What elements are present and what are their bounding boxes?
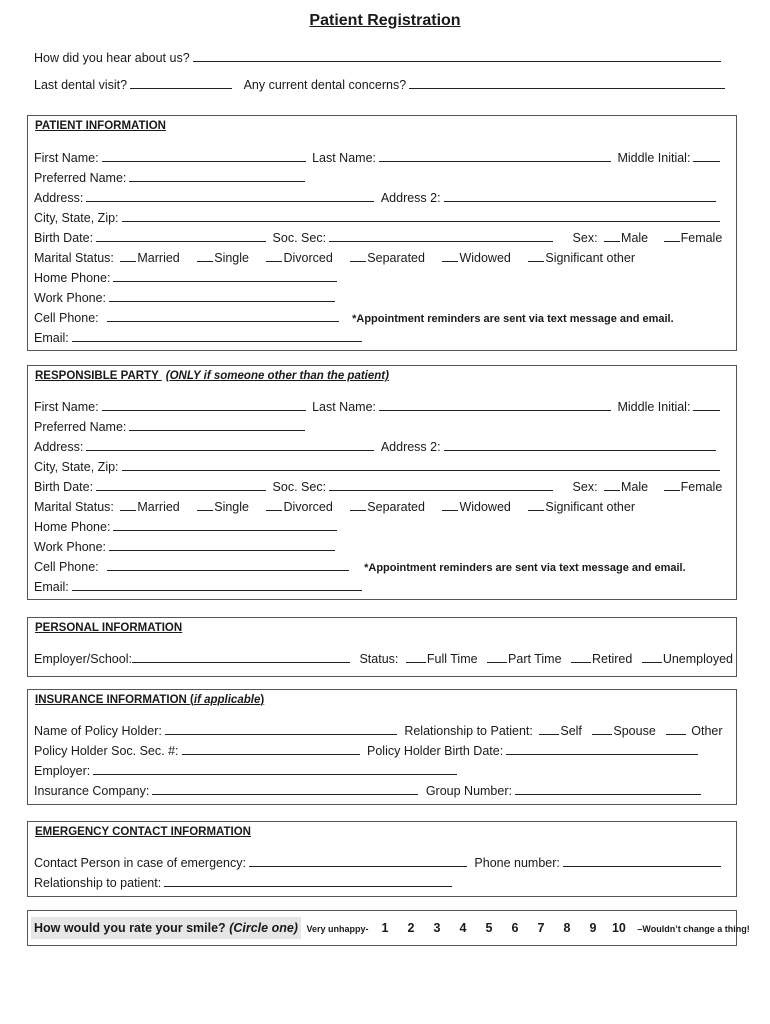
emergency-contact-field[interactable]	[249, 853, 467, 867]
marital-label: Marital Status:	[34, 500, 114, 514]
emergency-phone-label: Phone number:	[474, 856, 560, 870]
separated-blank[interactable]	[350, 248, 366, 262]
responsible-preferred-row	[34, 417, 305, 437]
male-option: Male	[621, 480, 649, 494]
rating-option-10[interactable]: 10	[611, 921, 626, 935]
male-option: Male	[621, 231, 649, 245]
cell-phone-field[interactable]	[107, 308, 339, 322]
cell-phone-label: Cell Phone:	[34, 311, 99, 325]
status-label: Status:	[359, 652, 399, 666]
work-phone-field[interactable]	[109, 288, 335, 302]
rating-question-text: How would you rate your smile?	[34, 921, 226, 935]
single-option: Single	[214, 251, 249, 265]
significant-blank[interactable]	[528, 248, 544, 262]
rating-option-6[interactable]: 6	[511, 921, 519, 935]
last-visit-field[interactable]	[130, 75, 232, 89]
significant-blank[interactable]	[528, 497, 544, 511]
female-option: Female	[680, 231, 723, 245]
policy-holder-field[interactable]	[165, 721, 397, 735]
responsible-address-row	[34, 437, 716, 457]
policy-holder-label: Name of Policy Holder:	[34, 724, 162, 738]
last-visit-label: Last dental visit?	[34, 78, 128, 92]
rating-low-label: Very unhappy-	[306, 924, 369, 934]
home-phone-field[interactable]	[113, 517, 337, 531]
widowed-option: Widowed	[459, 251, 511, 265]
single-option: Single	[214, 500, 249, 514]
rating-option-1[interactable]: 1	[381, 921, 389, 935]
emergency-relationship-field[interactable]	[164, 873, 452, 887]
holder-birth-field[interactable]	[506, 741, 698, 755]
separated-option: Separated	[367, 251, 425, 265]
cell-phone-field[interactable]	[107, 557, 349, 571]
city-label: City, State, Zip:	[34, 460, 119, 474]
unemployed-blank[interactable]	[642, 649, 662, 663]
soc-sec-field[interactable]	[329, 228, 553, 242]
patient-cell-phone-row	[34, 308, 674, 328]
last-name-field[interactable]	[379, 397, 611, 411]
patient-heading: PATIENT INFORMATION	[35, 120, 166, 132]
female-blank[interactable]	[664, 477, 680, 491]
divorced-blank[interactable]	[266, 248, 282, 262]
rating-option-2[interactable]: 2	[407, 921, 415, 935]
work-phone-field[interactable]	[109, 537, 335, 551]
divorced-option: Divorced	[283, 500, 333, 514]
page-title: Patient Registration	[309, 12, 461, 29]
married-blank[interactable]	[120, 497, 136, 511]
married-blank[interactable]	[120, 248, 136, 262]
address2-label: Address 2:	[380, 191, 441, 205]
home-phone-label: Home Phone:	[34, 520, 111, 534]
married-option: Married	[137, 500, 180, 514]
concerns-label: Any current dental concerns?	[243, 78, 407, 92]
last-name-field[interactable]	[379, 148, 611, 162]
rating-option-8[interactable]: 8	[563, 921, 571, 935]
insurance-heading-text: INSURANCE INFORMATION (	[35, 694, 194, 706]
first-name-label: First Name:	[34, 151, 99, 165]
spouse-option: Spouse	[613, 724, 656, 738]
insurance-employer-label: Employer:	[34, 764, 91, 778]
male-blank[interactable]	[604, 477, 620, 491]
birth-date-label: Birth Date:	[34, 480, 94, 494]
responsible-heading	[35, 370, 389, 382]
insurance-heading-note: if applicable	[193, 694, 261, 706]
patient-birth-row	[34, 228, 722, 248]
emergency-relationship-label: Relationship to patient:	[34, 876, 162, 890]
group-number-field[interactable]	[515, 781, 701, 795]
last-name-label: Last Name:	[312, 400, 376, 414]
home-phone-label: Home Phone:	[34, 271, 111, 285]
patient-email-row	[34, 328, 362, 348]
address2-field[interactable]	[444, 188, 716, 202]
retired-blank[interactable]	[571, 649, 591, 663]
personal-row	[34, 649, 733, 669]
soc-sec-label: Soc. Sec:	[272, 231, 327, 245]
widowed-option: Widowed	[459, 500, 511, 514]
email-label: Email:	[34, 580, 69, 594]
separated-option: Separated	[367, 500, 425, 514]
middle-initial-field[interactable]	[693, 148, 720, 162]
work-phone-label: Work Phone:	[34, 291, 107, 305]
insurance-company-label: Insurance Company:	[34, 784, 150, 798]
birth-date-field[interactable]	[96, 228, 266, 242]
address2-field[interactable]	[444, 437, 716, 451]
insurance-heading	[35, 694, 264, 706]
responsible-name-row	[34, 397, 720, 417]
email-field[interactable]	[72, 577, 362, 591]
first-name-field[interactable]	[102, 397, 306, 411]
insurance-heading-end: )	[260, 694, 265, 706]
other-option: Other	[691, 724, 723, 738]
divorced-option: Divorced	[283, 251, 333, 265]
rating-high-label: –Wouldn’t change a thing!	[637, 924, 750, 934]
separated-blank[interactable]	[350, 497, 366, 511]
responsible-marital-row	[34, 497, 635, 517]
responsible-birth-row	[34, 477, 722, 497]
address2-label: Address 2:	[380, 440, 441, 454]
emergency-phone-field[interactable]	[563, 853, 721, 867]
middle-initial-label: Middle Initial:	[617, 151, 691, 165]
rating-option-4[interactable]: 4	[459, 921, 467, 935]
preferred-name-label: Preferred Name:	[34, 420, 127, 434]
soc-sec-label: Soc. Sec:	[272, 480, 327, 494]
personal-heading: PERSONAL INFORMATION	[35, 622, 183, 634]
rating-option-7[interactable]: 7	[537, 921, 545, 935]
patient-address-row	[34, 188, 716, 208]
significant-option: Significant other	[545, 251, 635, 265]
reminder-note: *Appointment reminders are sent via text message and email.	[364, 562, 686, 574]
significant-option: Significant other	[545, 500, 635, 514]
emergency-contact-label: Contact Person in case of emergency:	[34, 856, 246, 870]
marital-label: Marital Status:	[34, 251, 114, 265]
spouse-blank[interactable]	[592, 721, 612, 735]
concerns-field[interactable]	[409, 75, 725, 89]
holder-birth-label: Policy Holder Birth Date:	[367, 744, 504, 758]
hear-row	[34, 48, 721, 68]
patient-city-row	[34, 208, 720, 228]
middle-initial-field[interactable]	[693, 397, 720, 411]
part-time-option: Part Time	[508, 652, 562, 666]
rating-option-5[interactable]: 5	[485, 921, 493, 935]
cell-phone-label: Cell Phone:	[34, 560, 99, 574]
holder-ssn-row	[34, 741, 698, 761]
holder-ssn-field[interactable]	[182, 741, 360, 755]
home-phone-field[interactable]	[113, 268, 337, 282]
responsible-home-phone-row	[34, 517, 337, 537]
full-time-blank[interactable]	[406, 649, 426, 663]
responsible-work-phone-row	[34, 537, 335, 557]
retired-option: Retired	[592, 652, 633, 666]
single-blank[interactable]	[197, 497, 213, 511]
patient-work-phone-row	[34, 288, 335, 308]
responsible-cell-phone-row	[34, 557, 686, 577]
responsible-city-row	[34, 457, 720, 477]
address-label: Address:	[34, 440, 84, 454]
preferred-name-field[interactable]	[129, 417, 305, 431]
city-field[interactable]	[122, 457, 720, 471]
married-option: Married	[137, 251, 180, 265]
responsible-heading-note: (ONLY if someone other than the patient)	[165, 370, 389, 382]
rating-scale	[372, 918, 632, 938]
male-blank[interactable]	[604, 228, 620, 242]
other-blank[interactable]	[666, 721, 686, 735]
holder-ssn-label: Policy Holder Soc. Sec. #:	[34, 744, 179, 758]
last-name-label: Last Name:	[312, 151, 376, 165]
patient-preferred-row	[34, 168, 305, 188]
rating-option-9[interactable]: 9	[589, 921, 597, 935]
visit-row	[34, 75, 725, 95]
rating-circle-note: (Circle one)	[229, 921, 298, 935]
reminder-note: *Appointment reminders are sent via text message and email.	[352, 313, 674, 325]
full-time-option: Full Time	[426, 652, 478, 666]
city-field[interactable]	[122, 208, 720, 222]
self-option: Self	[560, 724, 582, 738]
widowed-blank[interactable]	[442, 248, 458, 262]
self-blank[interactable]	[539, 721, 559, 735]
part-time-blank[interactable]	[487, 649, 507, 663]
emergency-relationship-row	[34, 873, 452, 893]
patient-name-row	[34, 148, 720, 168]
group-number-label: Group Number:	[425, 784, 512, 798]
birth-date-label: Birth Date:	[34, 231, 94, 245]
responsible-email-row	[34, 577, 362, 597]
sex-label: Sex:	[572, 480, 598, 494]
insurance-company-row	[34, 781, 701, 801]
email-label: Email:	[34, 331, 69, 345]
work-phone-label: Work Phone:	[34, 540, 107, 554]
preferred-name-field[interactable]	[129, 168, 305, 182]
hear-label: How did you hear about us?	[34, 51, 190, 65]
unemployed-option: Unemployed	[662, 652, 733, 666]
first-name-field[interactable]	[102, 148, 306, 162]
sex-label: Sex:	[572, 231, 598, 245]
insurance-employer-row	[34, 761, 457, 781]
address-field[interactable]	[86, 437, 374, 451]
soc-sec-field[interactable]	[329, 477, 553, 491]
city-label: City, State, Zip:	[34, 211, 119, 225]
address-field[interactable]	[86, 188, 374, 202]
female-blank[interactable]	[664, 228, 680, 242]
rating-question	[31, 917, 301, 939]
female-option: Female	[680, 480, 723, 494]
hear-field[interactable]	[193, 48, 721, 62]
address-label: Address:	[34, 191, 84, 205]
middle-initial-label: Middle Initial:	[617, 400, 691, 414]
relationship-label: Relationship to Patient:	[404, 724, 533, 738]
single-blank[interactable]	[197, 248, 213, 262]
email-field[interactable]	[72, 328, 362, 342]
preferred-name-label: Preferred Name:	[34, 171, 127, 185]
rating-row	[31, 917, 750, 937]
insurance-employer-field[interactable]	[93, 761, 457, 775]
responsible-heading-text: RESPONSIBLE PARTY	[35, 370, 159, 382]
policy-holder-row	[34, 721, 723, 741]
first-name-label: First Name:	[34, 400, 99, 414]
employer-school-field[interactable]	[132, 649, 350, 663]
emergency-contact-row	[34, 853, 721, 873]
patient-home-phone-row	[34, 268, 337, 288]
emergency-heading: EMERGENCY CONTACT INFORMATION	[35, 826, 251, 838]
patient-marital-row	[34, 248, 635, 268]
employer-school-label: Employer/School:	[34, 652, 132, 666]
rating-option-3[interactable]: 3	[433, 921, 441, 935]
birth-date-field[interactable]	[96, 477, 266, 491]
widowed-blank[interactable]	[442, 497, 458, 511]
divorced-blank[interactable]	[266, 497, 282, 511]
insurance-company-field[interactable]	[152, 781, 418, 795]
